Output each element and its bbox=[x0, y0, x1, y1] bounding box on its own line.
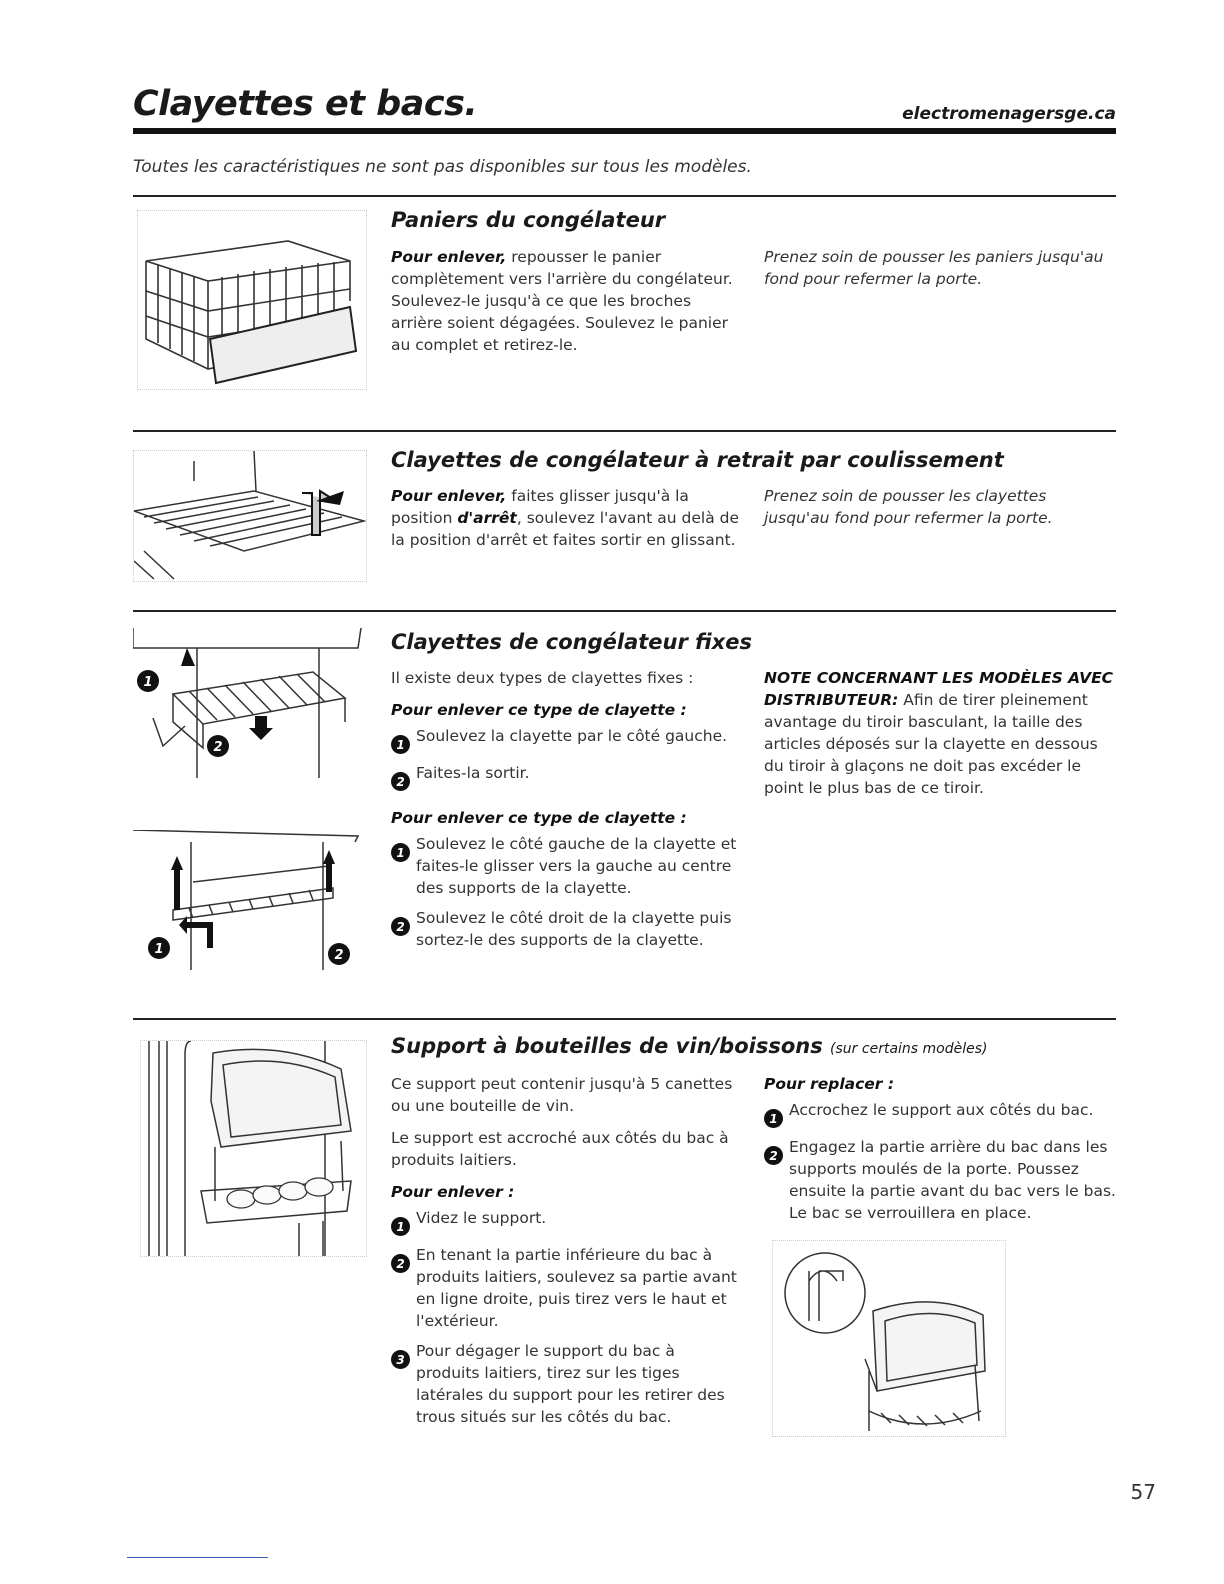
step-text: Engagez la partie arrière du bac dans les supports moulés de la porte. Poussez ensuite la partie avant du bac vers le bas. Le bac se verrouillera en place. bbox=[789, 1138, 1116, 1222]
step-number-1: 1 bbox=[391, 735, 410, 754]
fixes-type2-title: Pour enlever ce type de clayette : bbox=[391, 809, 687, 827]
fixes-note-lead: NOTE CONCERNANT LES MODÈLES AVEC DISTRIBUTEUR: bbox=[764, 669, 1114, 709]
step-text: En tenant la partie inférieure du bac à produits laitiers, soulevez sa partie avant en ligne droite, puis tirez vers le haut et l'extérieur. bbox=[416, 1246, 737, 1330]
heading-paniers: Paniers du congélateur bbox=[391, 208, 666, 232]
support-heading-small: (sur certains modèles) bbox=[830, 1041, 988, 1057]
step-text: Pour dégager le support du bac à produits laitiers, tirez sur les tiges latérales du support pour les retirer des trous situés sur les côtés du bac. bbox=[416, 1342, 725, 1426]
step-number-2: 2 bbox=[391, 772, 410, 791]
fixed-shelf-illustration-2 bbox=[133, 830, 365, 970]
step-number-1: 1 bbox=[391, 843, 410, 862]
fixes-type1-step bbox=[391, 725, 741, 754]
illustration-step-1-label: 1 bbox=[143, 675, 153, 690]
step-number-1: 1 bbox=[764, 1109, 783, 1128]
step-number-2: 2 bbox=[391, 1254, 410, 1273]
page-title: Clayettes et bacs. bbox=[133, 84, 478, 124]
support-heading-text: Support à bouteilles de vin/boissons bbox=[391, 1034, 823, 1058]
step-text: Soulevez la clayette par le côté gauche. bbox=[416, 727, 728, 745]
page-number: 57 bbox=[1130, 1480, 1156, 1504]
paniers-lead: Pour enlever, bbox=[391, 248, 507, 266]
fixes-type1-step bbox=[391, 762, 741, 791]
support-replace-step bbox=[764, 1136, 1116, 1224]
fixes-note bbox=[764, 667, 1116, 799]
illustration-step-1-label: 1 bbox=[154, 942, 164, 957]
support-body bbox=[391, 1073, 741, 1428]
fixes-note-body: Afin de tirer pleinement avantage du tiroir basculant, la taille des articles déposés sur la clayette en dessous du tiroir à glaçons ne doit pas excéder le point le plus bas de ce tiroir. bbox=[764, 691, 1098, 797]
coulissement-body2: , soulevez l'avant au delà de la position d'arrêt et faites sortir en glissant. bbox=[391, 509, 739, 549]
page-subtitle: Toutes les caractéristiques ne sont pas disponibles sur tous les modèles. bbox=[133, 157, 752, 177]
fixed-shelf-illustration-1 bbox=[133, 628, 365, 778]
support-remove-step bbox=[391, 1340, 741, 1428]
step-number-1: 1 bbox=[391, 1217, 410, 1236]
step-text: Accrochez le support aux côtés du bac. bbox=[789, 1101, 1094, 1119]
section-divider bbox=[133, 610, 1116, 612]
fixes-type2-step bbox=[391, 833, 741, 899]
coulissement-text bbox=[391, 485, 746, 551]
fixes-type1-title: Pour enlever ce type de clayette : bbox=[391, 701, 687, 719]
fixes-type2-step bbox=[391, 907, 741, 951]
support-replace-step bbox=[764, 1099, 1116, 1128]
support-p2: Le support est accroché aux côtés du bac à produits laitiers. bbox=[391, 1129, 729, 1169]
support-p1: Ce support peut contenir jusqu'à 5 canettes ou une bouteille de vin. bbox=[391, 1075, 733, 1115]
section-divider bbox=[133, 1018, 1116, 1020]
heading-fixes: Clayettes de congélateur fixes bbox=[391, 630, 752, 654]
sliding-shelf-illustration bbox=[133, 450, 367, 582]
paniers-text bbox=[391, 246, 741, 356]
fixes-body bbox=[391, 667, 741, 951]
section-divider bbox=[133, 195, 1116, 197]
paniers-body: repousser le panier complètement vers l'arrière du congélateur. Soulevez-le jusqu'à ce que les broches arrière soient dégagées. Soulevez le panier au complet et retirez-le. bbox=[391, 248, 733, 354]
header-rule bbox=[133, 128, 1116, 134]
heading-coulissement: Clayettes de congélateur à retrait par coulissement bbox=[391, 448, 1004, 472]
support-replace bbox=[764, 1073, 1116, 1224]
coulissement-lead: Pour enlever, bbox=[391, 487, 507, 505]
site-url: electromenagersge.ca bbox=[902, 104, 1116, 124]
step-text: Faites-la sortir. bbox=[416, 764, 530, 782]
coulissement-body1: faites glisser jusqu'à la position bbox=[391, 487, 689, 527]
wine-rack-illustration bbox=[140, 1040, 367, 1257]
step-number-2: 2 bbox=[764, 1146, 783, 1165]
coulissement-note: Prenez soin de pousser les clayettes jusqu'au fond pour refermer la porte. bbox=[764, 487, 1053, 527]
illustration-step-2-label: 2 bbox=[213, 740, 223, 755]
support-remove-step bbox=[391, 1244, 741, 1332]
step-text: Soulevez le côté gauche de la clayette et faites-le glisser vers la gauche au centre des supports de la clayette. bbox=[416, 835, 737, 897]
step-text: Videz le support. bbox=[416, 1209, 547, 1227]
paniers-note: Prenez soin de pousser les paniers jusqu'au fond pour refermer la porte. bbox=[764, 248, 1104, 288]
support-replace-title: Pour replacer : bbox=[764, 1075, 895, 1093]
heading-support bbox=[391, 1034, 988, 1058]
illustration-step-2-label: 2 bbox=[334, 948, 344, 963]
step-number-3: 3 bbox=[391, 1350, 410, 1369]
coulissement-bold: d'arrêt bbox=[457, 509, 517, 527]
fixes-intro: Il existe deux types de clayettes fixes : bbox=[391, 669, 694, 687]
support-remove-step bbox=[391, 1207, 741, 1236]
section-divider bbox=[133, 430, 1116, 432]
step-text: Soulevez le côté droit de la clayette puis sortez-le des supports de la clayette. bbox=[416, 909, 732, 949]
support-remove-title: Pour enlever : bbox=[391, 1183, 515, 1201]
step-number-2: 2 bbox=[391, 917, 410, 936]
rack-attach-illustration bbox=[772, 1240, 1006, 1437]
freezer-basket-illustration bbox=[137, 210, 367, 390]
footer-rule bbox=[127, 1557, 268, 1558]
